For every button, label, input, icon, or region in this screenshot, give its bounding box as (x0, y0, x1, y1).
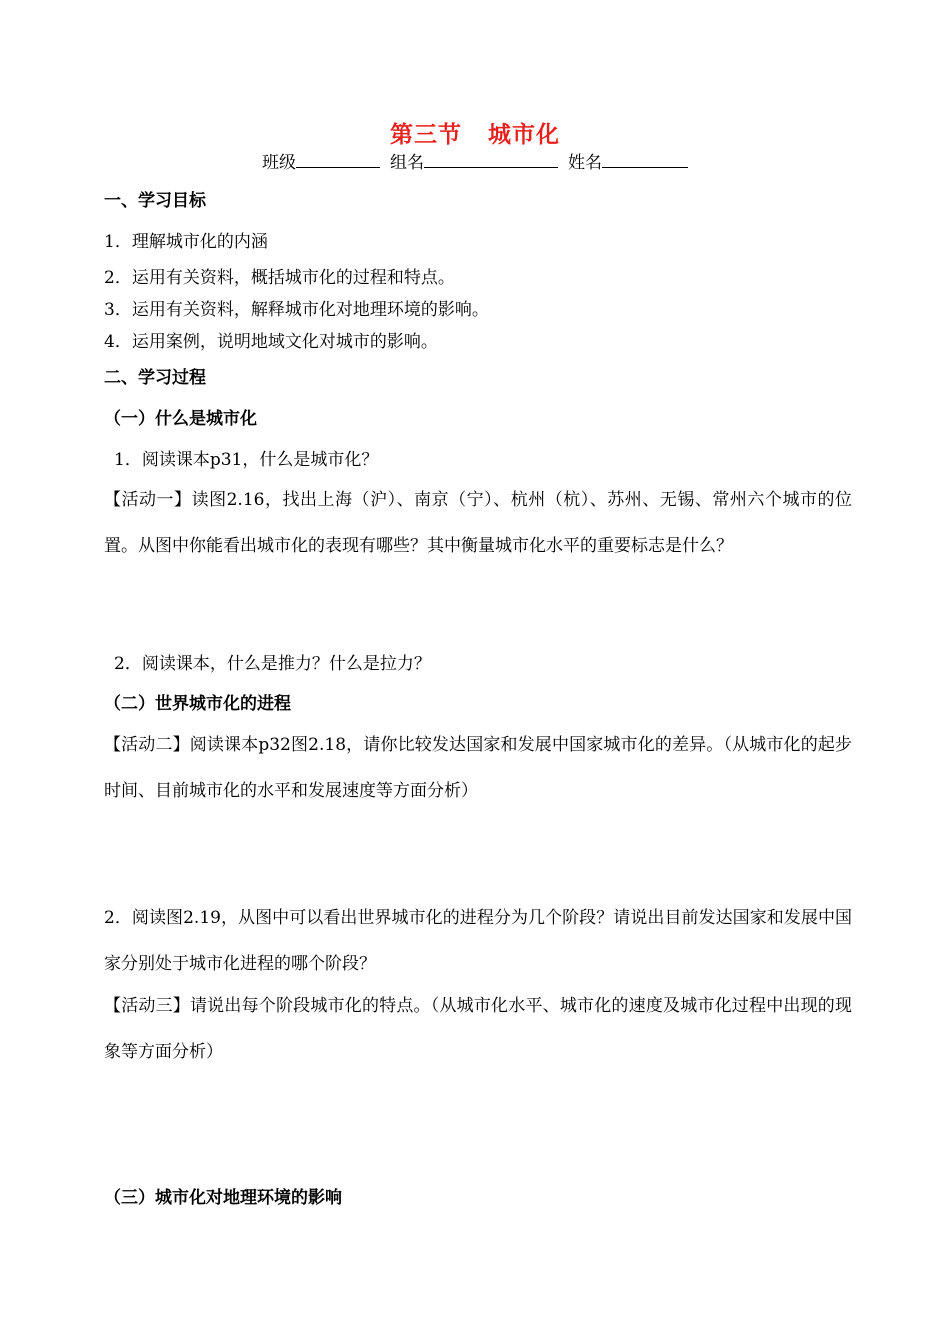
objective-item: 3．运用有关资料，解释城市化对地理环境的影响。 (104, 300, 489, 320)
name-label: 姓名 (568, 153, 602, 173)
group-blank[interactable] (424, 149, 558, 168)
section-heading-process: 二、学习过程 (104, 368, 206, 388)
group-label: 组名 (390, 153, 424, 173)
class-label: 班级 (262, 153, 296, 173)
question-text: 2．阅读图2.19，从图中可以看出世界城市化的进程分为几个阶段？请说出目前发达国家和发展中国家分别处于城市化进程的哪个阶段？ (104, 908, 852, 974)
name-blank[interactable] (602, 149, 688, 168)
subsection-heading-what-is-urbanization: （一）什么是城市化 (104, 409, 257, 429)
objective-item: 2．运用有关资料，概括城市化的过程和特点。 (104, 268, 455, 288)
question-text: 2．阅读课本，什么是推力？什么是拉力？ (114, 654, 431, 674)
objective-item: 1．理解城市化的内涵 (104, 232, 268, 252)
objective-item: 4．运用案例，说明地域文化对城市的影响。 (104, 332, 438, 352)
section-heading-objectives: 一、学习目标 (104, 191, 206, 211)
question-text: 1．阅读课本p31，什么是城市化？ (114, 450, 379, 470)
page-title (0, 116, 950, 149)
activity-three-text: 【活动三】请说出每个阶段城市化的特点。（从城市化水平、城市化的速度及城市化过程中出现的现象等方面分析） (104, 996, 852, 1062)
activity-one-text: 【活动一】读图2.16，找出上海（沪）、南京（宁）、杭州（杭）、苏州、无锡、常州六个城市的位置。从图中你能看出城市化的表现有哪些？其中衡量城市化水平的重要标志是什么？ (104, 490, 852, 556)
subsection-heading-urbanization-process: （二）世界城市化的进程 (104, 694, 291, 714)
title-topic: 城市化 (488, 122, 560, 148)
activity-two-text: 【活动二】阅读课本p32图2.18，请你比较发达国家和发展中国家城市化的差异。（从城市化的起步时间、目前城市化的水平和发展速度等方面分析） (104, 735, 852, 801)
class-blank[interactable] (296, 149, 380, 168)
student-info-line (0, 148, 950, 173)
subsection-heading-environmental-impact: （三）城市化对地理环境的影响 (104, 1188, 342, 1208)
title-section-number: 第三节 (390, 122, 462, 148)
